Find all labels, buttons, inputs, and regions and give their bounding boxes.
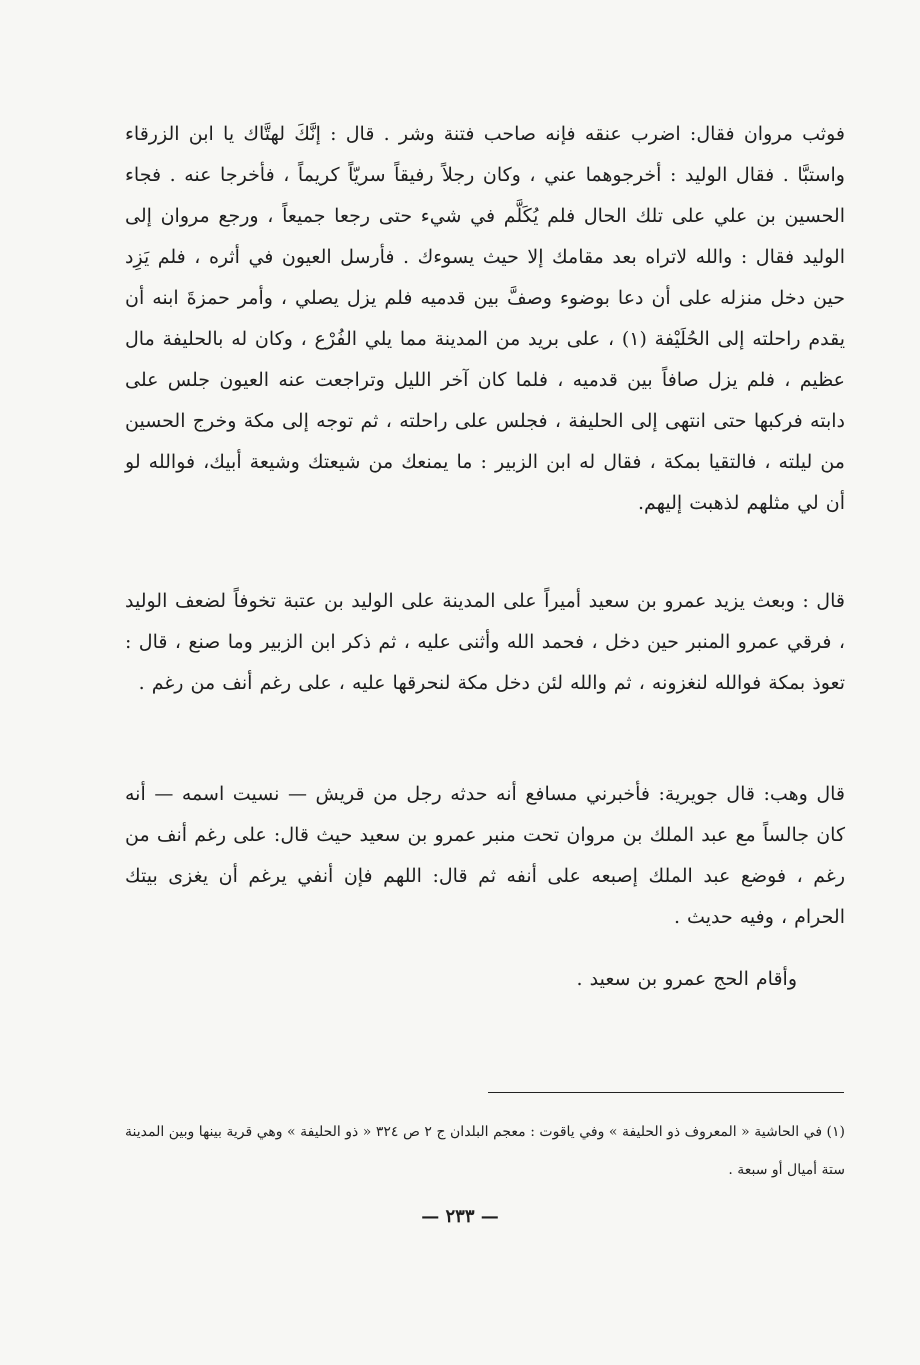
paragraph-3: قال وهب: قال جويرية: فأخبرني مسافع أنه حدثه رجل من قريش — نسيت اسمه — أنه كان جالساً مع عبد الملك بن مروان تحت منبر عمرو بن سعيد حيث قال: على رغم أنف من رغم ، فوضع عبد الملك إصبعه على أنفه ثم قال: اللهم فإن أنفي يرغم أن يغزى بيتك الحرام ، وفيه حديث . <box>125 783 845 928</box>
paragraph-2: قال : وبعث يزيد عمرو بن سعيد أميراً على المدينة على الوليد بن عتبة تخوفاً لضعف الوليد ، فرقي عمرو المنبر حين دخل ، فحمد الله وأثنى عليه ، ثم ذكر ابن الزبير وما صنع ، قال : تعوذ بمكة فوالله لنغزونه ، ثم والله لئن دخل مكة لنحرقها عليه ، على رغم أنف من رغم . <box>125 590 845 694</box>
footnote: (١) في الحاشية « المعروف ذو الحليفة » وفي ياقوت : معجم البلدان ج ٢ ص ٣٢٤ « ذو الحليفة » وهي قرية بينها وبين المدينة ستة أميال أو سبعة . <box>125 1124 845 1178</box>
page-number: — ٢٣٣ — <box>421 1206 499 1227</box>
footnote-divider <box>488 1092 844 1093</box>
paragraph-4: وأقام الحج عمرو بن سعيد . <box>576 968 797 990</box>
paragraph-1: فوثب مروان فقال: اضرب عنقه فإنه صاحب فتنة وشر . قال : إنَّكَ لهتَّاك يا ابن الزرقاء واستبَّا . فقال الوليد : أخرجوهما عني ، وكان رجلاً رفيقاً سريّاً كريماً ، فأخرجا عنه . فجاء الحسين بن علي على تلك الحال فلم يُكَلَّم في شيء حتى رجعا جميعاً ، ورجع مروان إلى الوليد فقال : والله لاتراه بعد مقامك إلا حيث يسوءك . فأرسل العيون في أثره ، فلم يَزِد حين دخل منزله على أن دعا بوضوء وصفَّ بين قدميه فلم يزل يصلي ، وأمر حمزةَ ابنه أن يقدم راحلته إلى الحُلَيْفة (١) ، على بريد من المدينة مما يلي الفُرْع ، وكان له بالحليفة مال عظيم ، فلم يزل صافاً بين قدميه ، فلما كان آخر الليل وتراجعت عنه العيون جلس على دابته فركبها حتى انتهى إلى الحليفة ، فجلس على راحلته ، ثم توجه إلى مكة وخرج الحسين من ليلته ، فالتقيا بمكة ، فقال له ابن الزبير : ما يمنعك من شيعتك وشيعة أبيك، فوالله لو أن لي مثلهم لذهبت إليهم. <box>125 123 845 514</box>
